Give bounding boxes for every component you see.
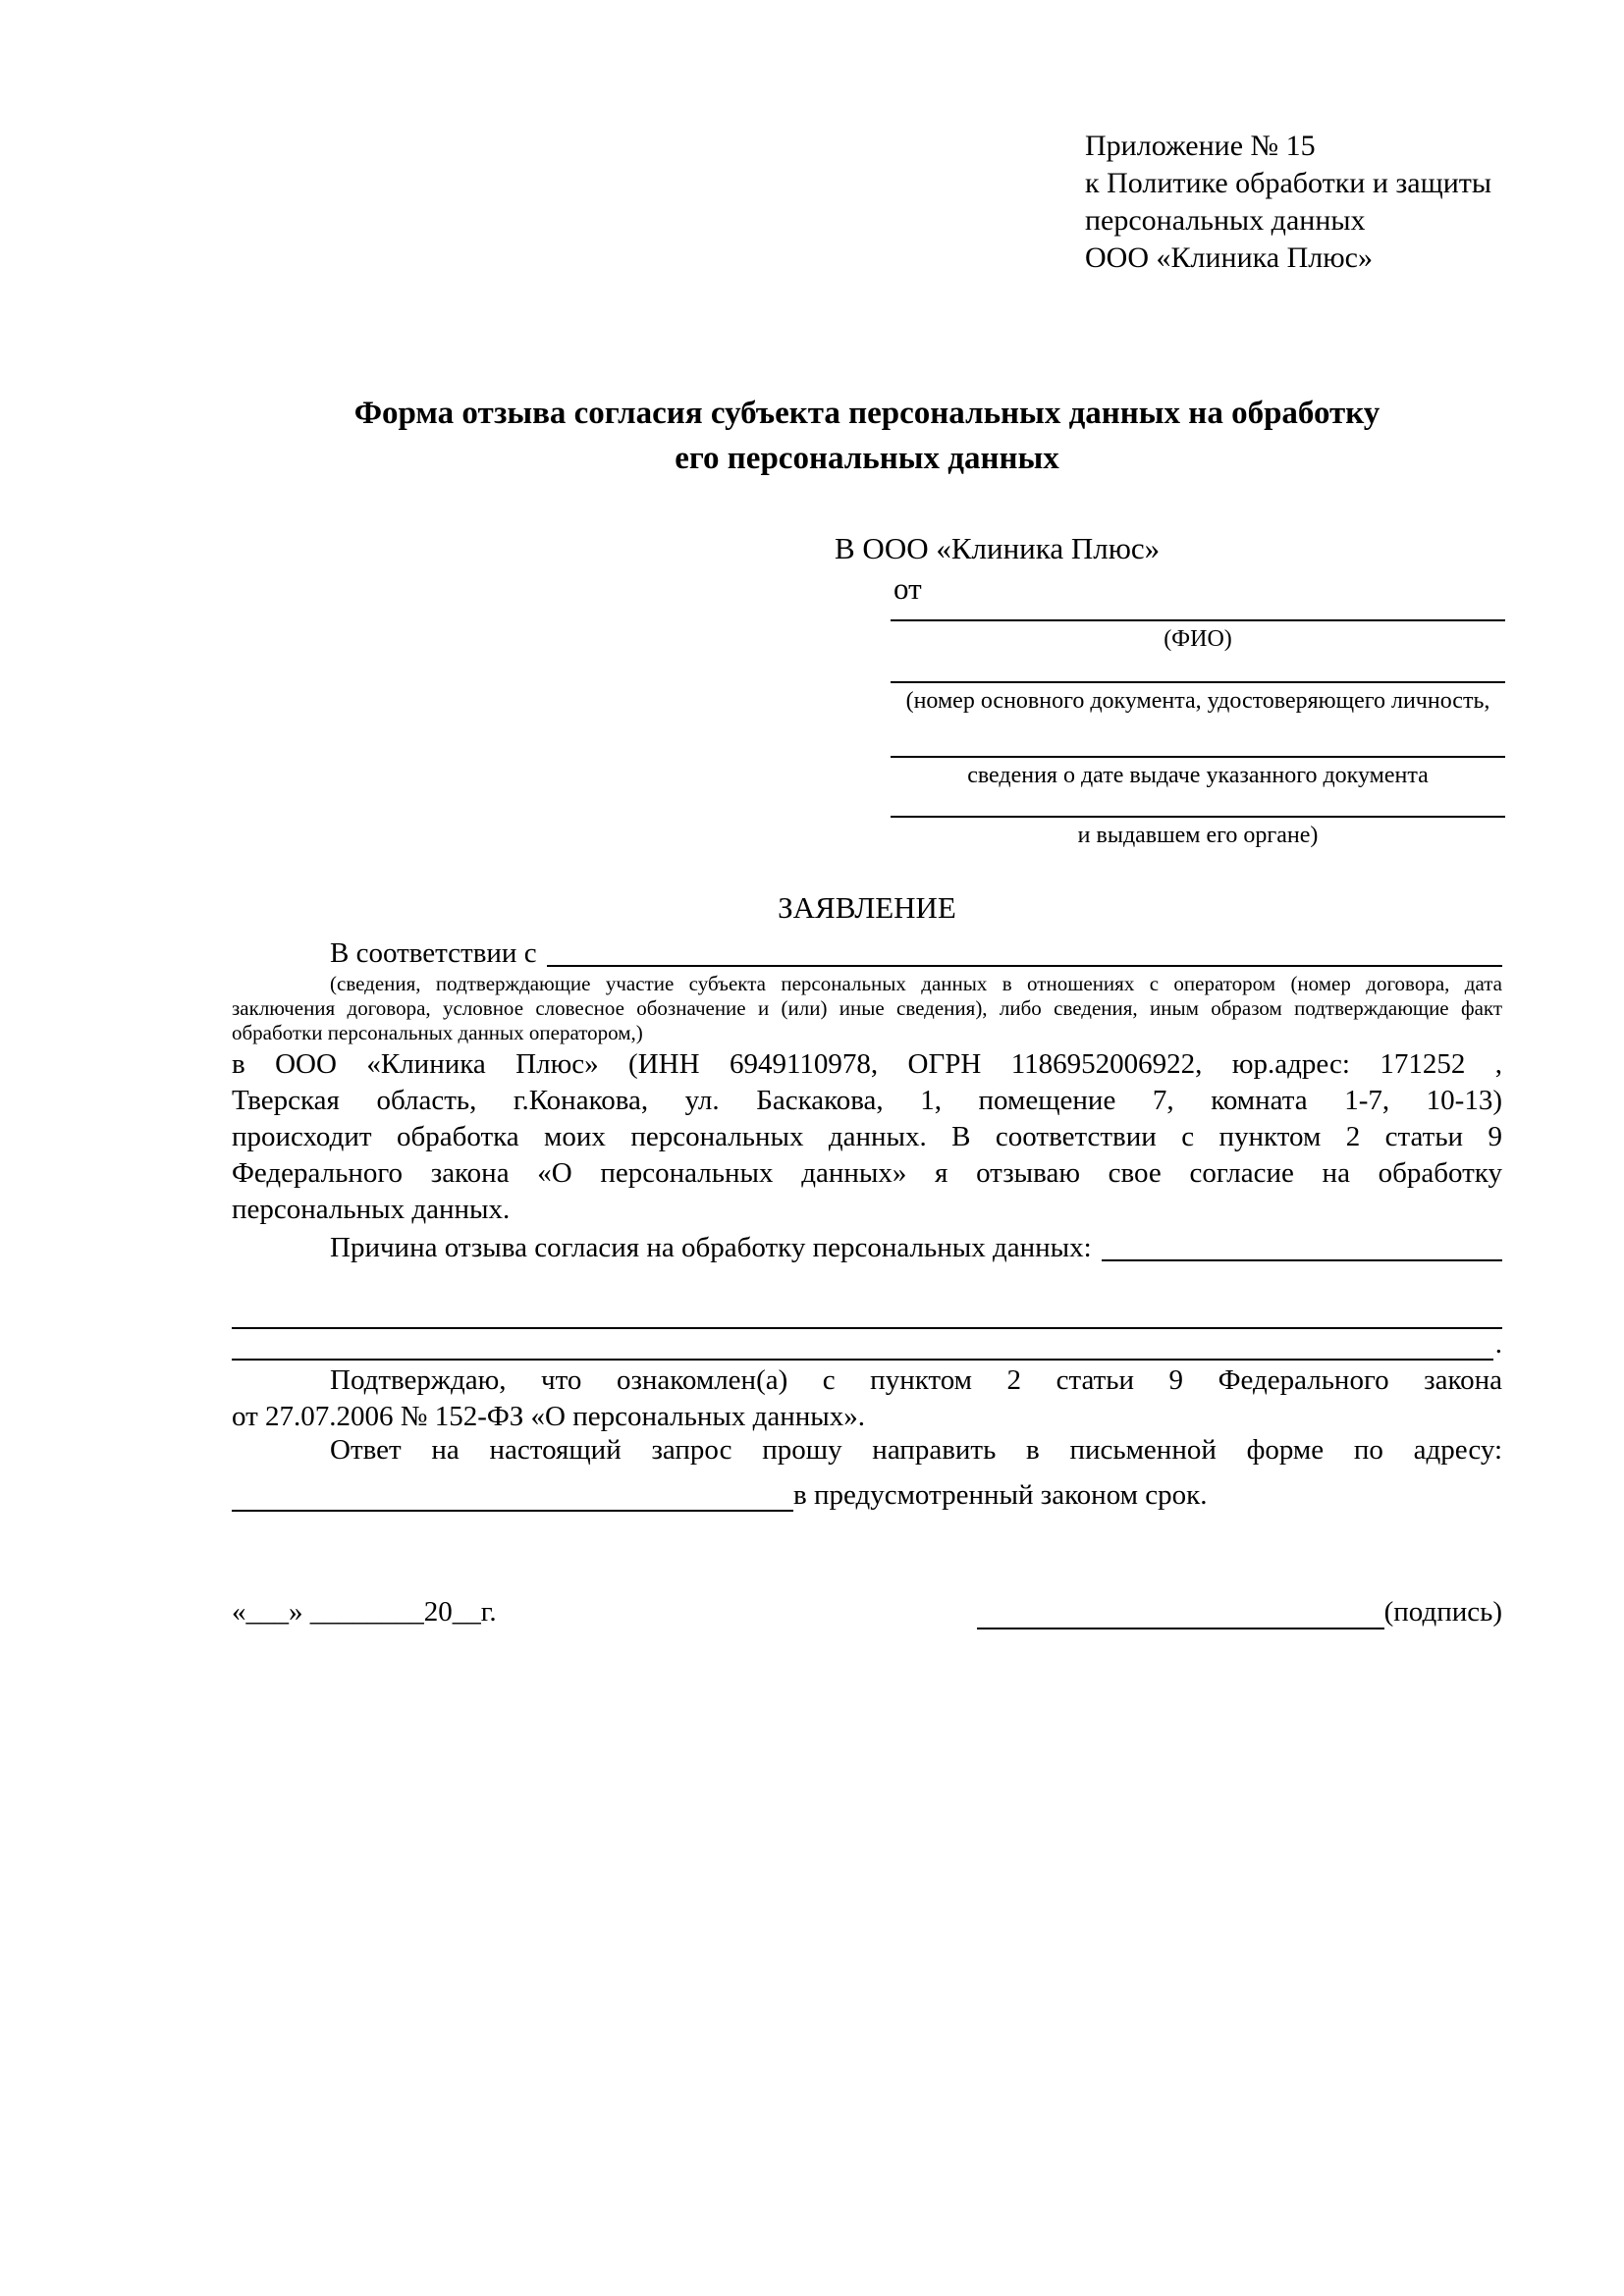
issuing-authority-field-line [891, 816, 1505, 849]
doc-number-caption: (номер основного документа, удостоверяющего личность, [905, 688, 1490, 714]
note-line: (сведения, подтверждающие участие субъекта персональных данных в отношениях с оператором (номер договора, дата [330, 972, 1502, 995]
address-fill-line [232, 1510, 793, 1512]
basis-fill-line [547, 935, 1502, 967]
annex-note [1085, 128, 1491, 277]
blank-line-1 [232, 1292, 1502, 1329]
blank-line-2 [232, 1325, 1502, 1361]
annex-line: персональных данных [1085, 204, 1366, 237]
document-title-line: Форма отзыва согласия субъекта персональных данных на обработку [353, 396, 1380, 431]
reason-fill-line [1102, 1230, 1502, 1261]
issue-date-field-line [891, 756, 1505, 789]
document-title-line: его персональных данных [675, 441, 1059, 476]
signature-line [977, 1594, 1384, 1629]
blank-line-2-period: . [1494, 1328, 1502, 1360]
note-text [232, 972, 1502, 1045]
doc-number-field-line [891, 681, 1505, 715]
body-line: Федерального закона «О персональных данных» я отзываю свое согласие на обработку [232, 1157, 1502, 1189]
reply-address-row [232, 1476, 1502, 1512]
blank-line-2-fill [232, 1359, 1493, 1361]
body-line: происходит обработка моих персональных данных. В соответствии с пунктом 2 статьи 9 [232, 1121, 1502, 1152]
confirm-paragraph [232, 1362, 1502, 1435]
signature-date: «___» ________20__г. [232, 1596, 497, 1628]
issue-date-caption: сведения о дате выдаче указанного документа [967, 763, 1429, 788]
annex-line: ООО «Клиника Плюс» [1085, 241, 1373, 274]
confirm-line: Подтверждаю, что ознакомлен(а) с пунктом 2 статьи 9 Федерального закона [330, 1364, 1502, 1396]
intro-prefix: В соответствии с [330, 937, 537, 969]
note-line: обработки персональных данных оператором,) [232, 1021, 643, 1044]
note-line: заключения договора, условное словесное обозначение и (или) иные сведения), либо сведения, иным образом подтверждающие факт [232, 996, 1502, 1020]
intro-line [232, 935, 1502, 972]
addressee-from-label: от [893, 571, 922, 606]
annex-line: к Политике обработки и защиты [1085, 167, 1492, 199]
statement-heading: ЗАЯВЛЕНИЕ [778, 890, 956, 925]
body-line: в ООО «Клиника Плюс» (ИНН 6949110978, ОГРН 1186952006922, юр.адрес: 171252 , [232, 1048, 1502, 1080]
reply-tail: в предусмотренный законом срок. [793, 1479, 1208, 1511]
signature-caption: (подпись) [1383, 1596, 1502, 1628]
body-line: Тверская область, г.Конакова, ул. Баскакова, 1, помещение 7, комната 1-7, 10-13) [232, 1085, 1502, 1116]
issuing-authority-caption: и выдавшем его органе) [1077, 823, 1319, 848]
fio-caption: (ФИО) [1164, 626, 1232, 652]
fio-field-line [891, 619, 1505, 653]
addressee-to: В ООО «Клиника Плюс» [835, 531, 1161, 565]
reply-request-line: Ответ на настоящий запрос прошу направить в письменной форме по адресу: [330, 1434, 1502, 1466]
signature-row [232, 1592, 1502, 1629]
reason-label: Причина отзыва согласия на обработку персональных данных: [330, 1232, 1092, 1263]
annex-line: Приложение № 15 [1085, 130, 1316, 162]
body-line: персональных данных. [232, 1194, 511, 1225]
document-title [232, 391, 1502, 481]
reason-line [232, 1230, 1502, 1266]
body-paragraph [232, 1046, 1502, 1228]
confirm-line: от 27.07.2006 № 152-ФЗ «О персональных данных». [232, 1401, 866, 1432]
